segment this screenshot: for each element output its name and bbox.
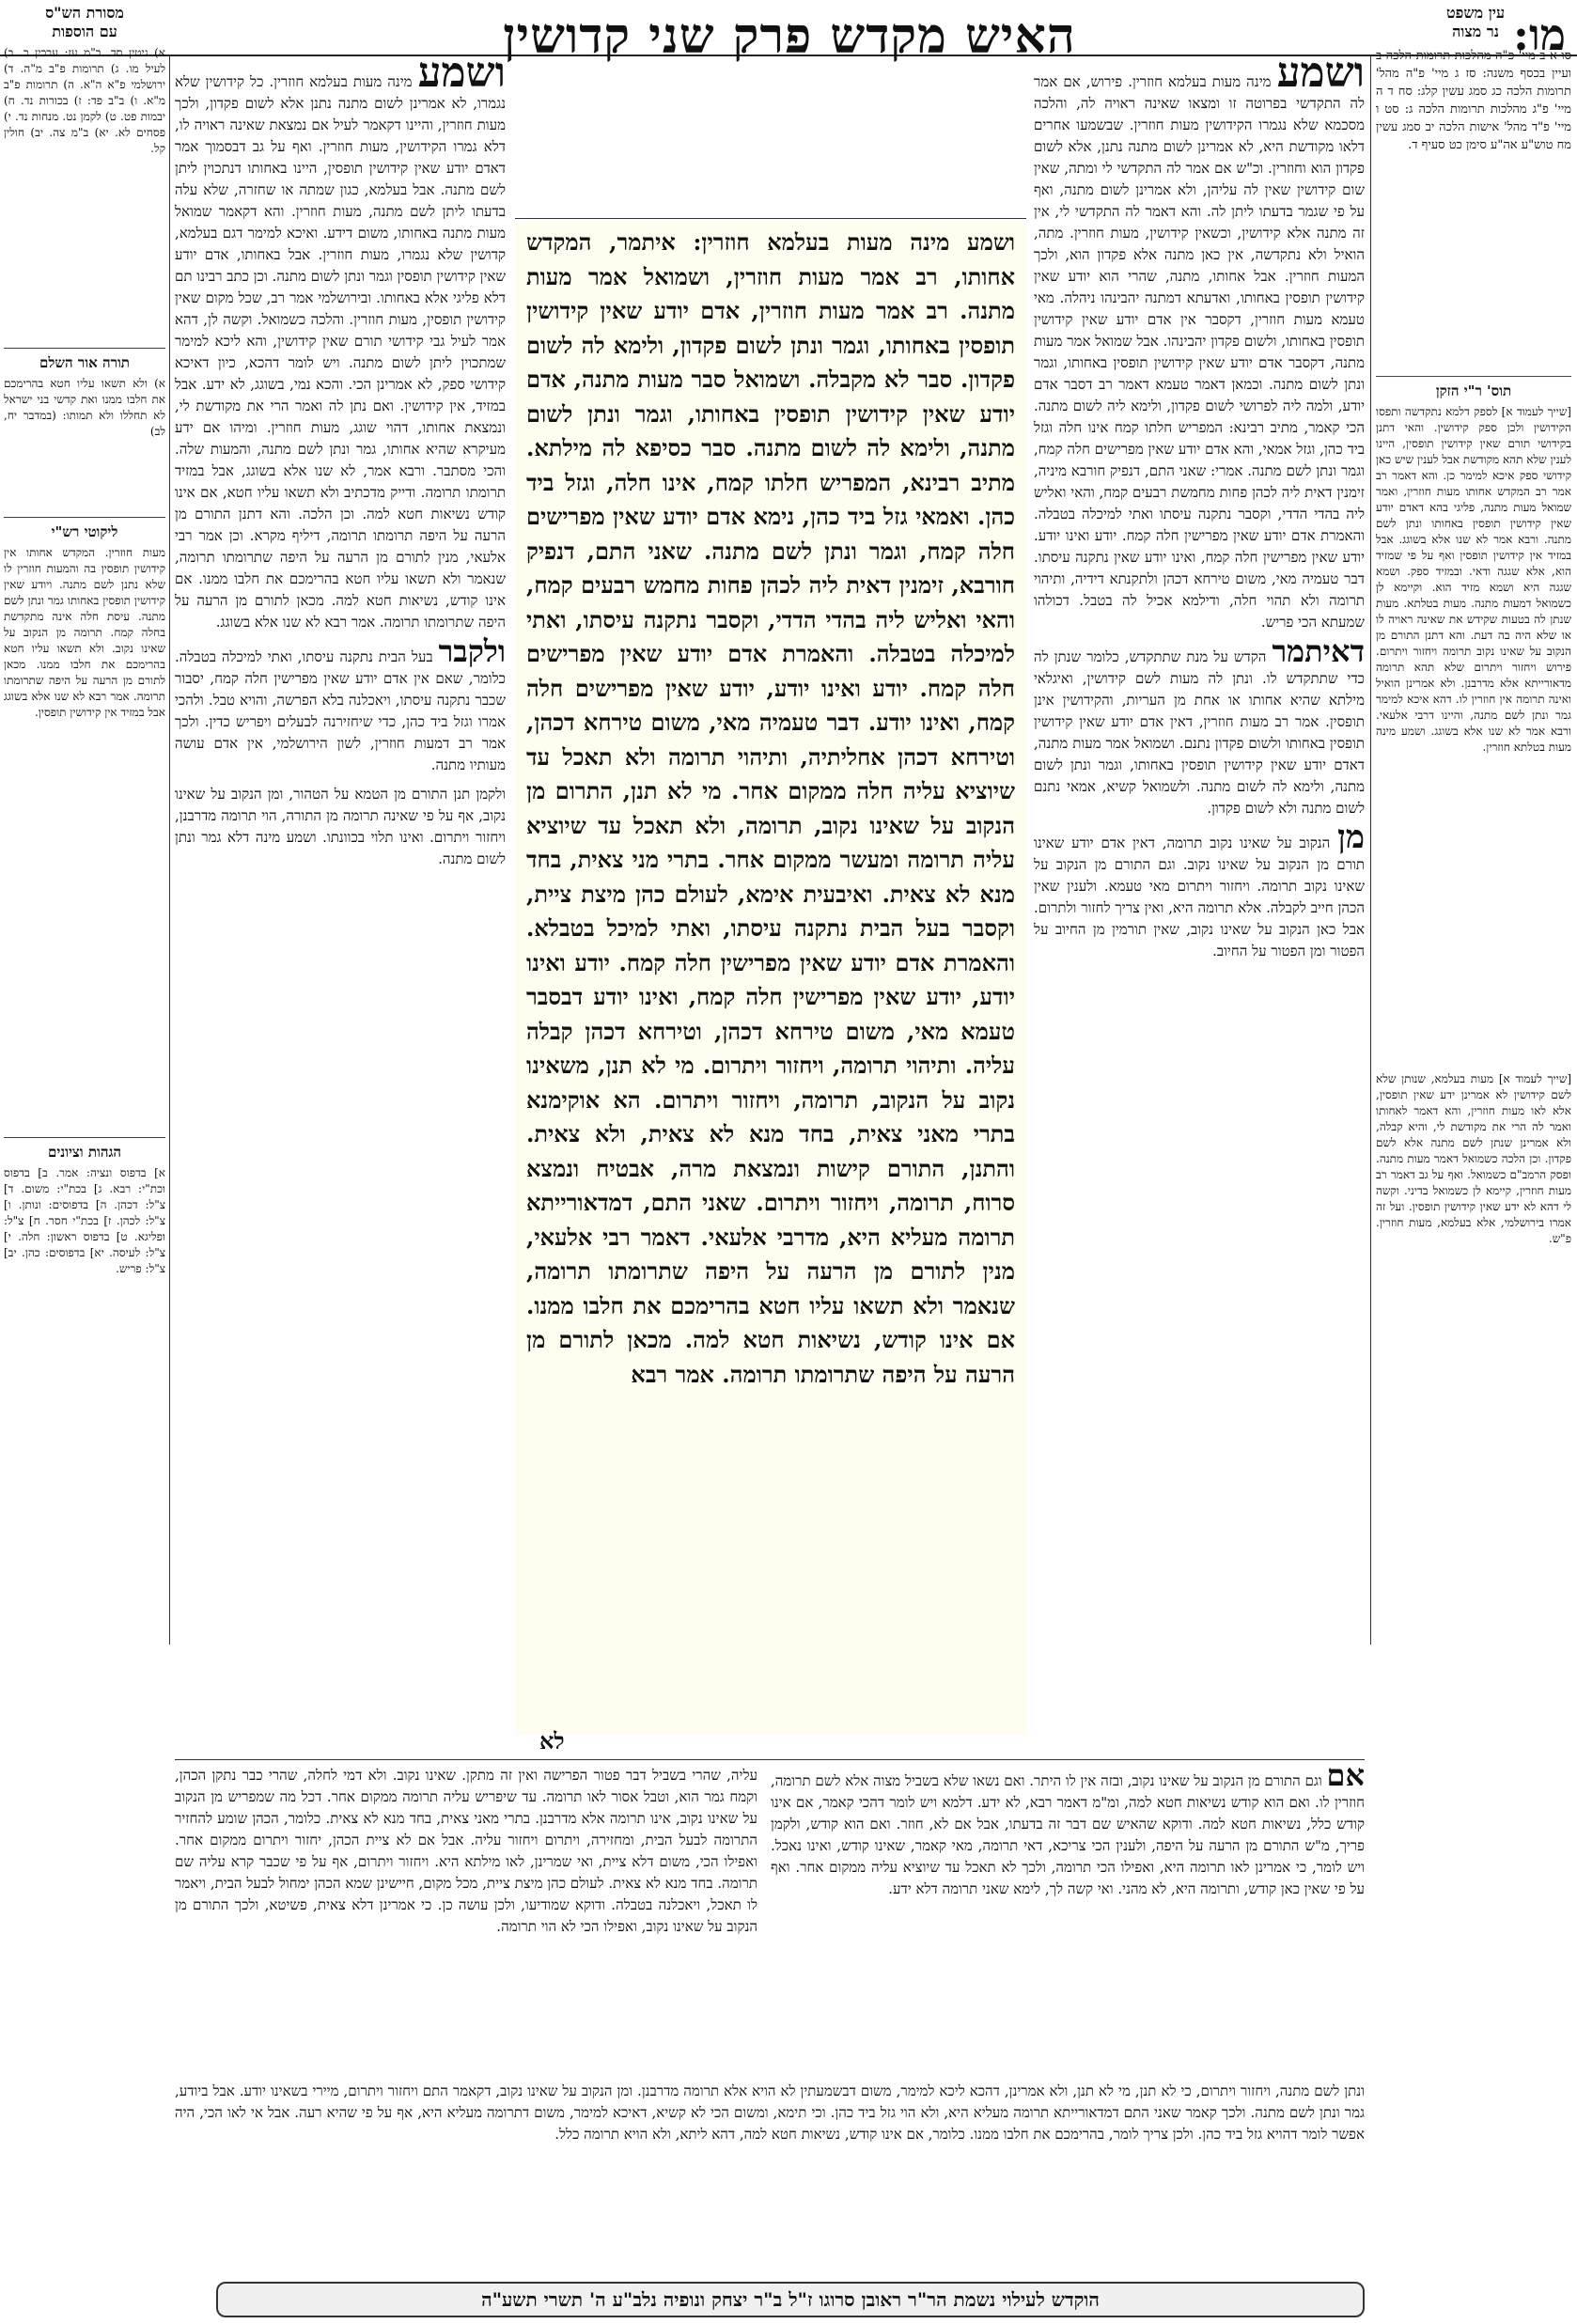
right-margin-divider [1370,56,1371,1645]
tosfot-rid [1376,367,1571,1560]
bottom-right-text: וגם התורם מן הנקוב על שאינו נקוב, ובזה אין לו היתר. ואם נשאו שלא בשביל מצוה אלא לשם תרומה, חוזרין לו. ואם הוא קודש נשיאות חטא למה, ומ"מ דאמר רבא, לא ידע. דלמא ויש לומר דהכי קאמר, אם אינו קודש כלל, נשיאות חטא למה. ודוקא שהאיש שם דבר זה בדעתו, אבל אם לא, חוזר. ואם הוא קודש, ולקמן פריך, מ"ש התורם מן הרעה על היפה, ולענין הכי צריכא, דאי תרומה, מאי קאמר, שאינו קודש, ואינו נאכל. ויש לומר, כי אמרינן לאו תרומה היא, ואפילו הכי תרומה, ולכך לא תאכל עד שיוציא עליה ממקום אחר. ואף על פי שאין כאן קודש, ותרומה היא, לא מהני. ואי קשה לך, לימא שאני תרומה דלא ידע. [771,1772,1365,1897]
dedication-footer: הוקדש לעילוי נשמת הר"ר ראובן סרוגו ז"ל ב"ר יצחק ונופיה נלב"ע ה' תשרי תשע"ה [216,2282,1365,2317]
bottom-full-commentary: ונתן לשם מתנה, ויחזור ויתרום, כי לא תנן, מי לא תנן, ולא אמרינן, דהכא ליכא למימר, משום דבשמעתין לא הויא אלא תרומה מדרבנן. ומן הנקוב על שאינו נקוב, דקאמר התם ויחזור ויתרום, מיירי בשאינו יודע. אבל ביודע, גמר ונתן לשם מתנה. ולכך קאמר שאני התם דמדאורייתא תרומה מעליא היא, ולא הוי גזל ביד כהן. וכי תימא, ומשום הכי לא קשיא, דאיכא למימר, משום דתרומה מעליא היא, אף על פי שהיא רעה. אבל אי לאו הכי, היה אפשר לומר דהויא גזל ביד כהן. ולכן צריך לומר, בהרימכם את חלבו ממנו. כלומר, אם אינו קודש, נשיאות חטא למה, דהא ליתא, ולא הויא תרומה כלל. [175,2082,1365,2143]
tosfot-rid-text-2: [שייך לעמוד א] מעות בעלמא, שנותן שלא לשם קידושין לא אמרינן ידע שאין תופסין, אלא לאו מעות חוזרין, והא דאמר לאחותו ואמר לה הרי את מקודשת לי, והיא קבלה, ולא אמרינן שנתן לשם מתנה אלא לשם פקדון. וכן הלכה כשמואל דאמר מעות מתנה. ופסק הרמב"ם כשמואל. ואף על גב דאמר רב מעות חוזרין, קיימא לן כשמואל בדיני. וקשה לי דהא לא ידע שאין קידושין תופסין. ועל זה אמרו בירושלמי, אלא בעלמא, מעות חוזרין. פ"ש. [1376,1072,1571,1245]
masoret-text: א) גיטין סד. ב"מ עז: ערכין כ. ב) לעיל מו. ג) תרומות פ"ב מ"ה. ד) ירושלמי פ"א ה"א. ה) תרומות פ"ב מ"א. ו) ב"ב פד: ז) בכורות נד. ח) יבמות פט. ט) לקמן נט. מנחות נד. י) פסחים לא. יא) ב"מ צה. יב) חולין קל. [4,46,165,155]
torah-or-title: תורה אור השלם [4,348,165,372]
tosfot-rid-title: תוס' ר"י הזקן [1376,376,1571,400]
rashi-dibbur-hamatchil-2: דאיתמר [1272,633,1365,669]
tosafot-text: מינה מעות בעלמא חוזרין. כל קידושין שלא נגמרו, לא אמרינן לשום מתנה נתנן אלא לשום פקדון, ולכך מעות חוזרין, והיינו דקאמר לעיל אם נמצאת שאינה ראויה לו, דלא גמרו הקידושין, מעות חוזרין. ואף על גב דבסמוך אמר דאדם יודע שאין קידושין תופסין, היינו באחותו דנתכוין ליתן לשם מתנה. אבל בעלמא, כגון שמתה או שחזרה, שלא עלה בדעתו ליתן לשם מתנה, מעות חוזרין. והא דקאמר שמואל מעות מתנה באחותו, משום דידע. ואיכא למימר דגם בעלמא, קדושין שלא נגמרו, מעות חוזרין. אבל באחותו, אדם יודע שאין קידושין תופסין וגמר ונתן לשום מתנה. וכן כתב רבינו תם דלא פליגי אלא באחותו. ובירושלמי אמר רב, שכל מקום שאין קידושין תופסין, מעות חוזרין. והלכה כשמואל. וקשה לן, דהא אמר לעיל גבי קידושי תורם שאין קידושין, והא ליכא למימר שמתכוין ליתן לשום מתנה. ויש לומר דהכא, כיון דאיכא קידושי ספק, לא אמרינן הכי. והכא נמי, בשוגג, לא ידע. אבל במזיד, אין קידושין. ואם נתן לה ואמר הרי את מקודשת לי, ונמצאת אחותו, דהוי שוגג, מעות חוזרין. ומיהו אם ידע מעיקרא שהיא אחותו, גמר ונתן לשם מתנה, והמעות שלה. והכי מסתבר. ורבא אמר, לא שנו אלא בשוגג, אבל במזיד תרומתו תרומה. ודייק מדכתיב ולא תשאו עליו חטא, אם אינו קודש נשיאות חטא למה. וכן הלכה. והא דתנן התורם מן הרעה על היפה תרומתו תרומה, דיליף מקרא. וכן אמר רבי אלעאי, מנין לתורם מן הרעה על היפה שתרומתו תרומה, שנאמר ולא תשאו עליו חטא בהרימכם את חלבו ממנו. אם אינו קודש, נשיאות חטא למה. מכאן לתורם מן הרעה על היפה שתרומתו תרומה. אמר רבא לא שנו אלא בשוגג. [175,73,506,631]
left-margin-divider [169,56,170,1645]
tosafot-column [175,62,506,1660]
page-title: האיש מקדש פרק שני קדושין [503,8,1076,65]
gemara-top-rule [515,218,1026,219]
page-header [0,4,1577,65]
tosafot-text-3: ולקמן תנן התורם מן הטמא על הטהור, ומן הנקוב על שאינו נקוב, אף על פי שאינה תרומה מן התורה, הוי תרומה מדרבנן, ויחזור ויתרום. ואינו תלוי בכוונתו. ושמע מינה דלא גמר ונתן לשום מתנה. [175,786,506,867]
rashi-dibbur-hamatchil-3: מן [1337,819,1365,856]
likutei-rashi [4,507,165,1146]
bottom-right-commentary [771,1765,1365,2075]
rashi-column [1034,62,1365,1660]
torah-or-text: א) ולא תשאו עליו חטא בהרימכם את חלבו ממנו ואת קדשי בני ישראל לא תחללו ולא תמותו: (במדבר יח, לב) [4,377,165,438]
hagahot-text: א] בדפוס ונציה: אמר. ב] בדפוס וכת"י: רבא. ג] בכת"י: משום. ד] צ"ל: דכהן. ה] בדפוסים: ונותן. ו] צ"ל: לכהן. ז] בכת"י חסר. ח] צ"ל: ופליגא. ט] בדפוס ראשון: חלה. י] צ"ל: לעיסה. יא] בדפוסים: כהן. יב] צ"ל: פריש. [4,1166,165,1275]
rashi-text: מינה מעות בעלמא חוזרין. פירוש, אם אמר לה התקדשי בפרוטה זו ומצאו שאינה ראויה לה, והלכה מסכמא שלא נגמרו הקידושין מעות חוזרין. שבשמעו אחרים דלאו מקודשת היא, לא אמרינן לשום מתנה נתנן, אלא לשום פקדון הוא וחוזרין. וכ"ש אם אמר לה התקדשי לי ומתה, שאין שום קידושין שאין לה עליהן, ולא אמרינן לשום מתנה, ואף על פי שגמר בדעתו ליתן לה. והא דאמר לה התקדשי לי, אין זה מתנה אלא קידושין, וכשאין קידושין, מעות חוזרין. מתה, הואיל ולא נתקדשה, אין כאן מתנה אלא פקדון הוא, ולכך המעות חוזרין. אבל אחותו, מתנה, שהרי הוא יודע שאין קידושין תופסין באחותו, ואדעתא דמתנה יהבינהו ניהלה. מאי טעמא מעות חוזרין, דקסבר אין אדם יודע שאין קידושין תופסין באחותו, ולשום פקדון יהבינהו. אבל שמואל אמר מעות מתנה, דקסבר אדם יודע שאין קידושין תופסין באחותו, וגמר ונתן לשום מתנה. וכמאן דאמר טעמא דאמר רב דסבר אדם יודע, ולמה ליה לפרושי לשום פקדון, ולימא ליה לשום מתנה. הכי קאמר, מתיב רבינא: המפריש חלתו קמח אינו חלה וגזל ביד כהן, וגזל אמאי, והא אדם יודע שאין מפרישים חלה קמח, וגמר ונתן לשם מתנה. אמרי: שאני התם, דנפיק חורבא מיניה, זימנין דאית ליה לכהן פחות מחמשת רבעים קמח, והאי ואליש ליה בהדי הדדי, וקסבר נתקנה עיסתו ואתי למיכלה בטבלה. והאמרת אדם יודע שאין מפרישין חלה קמח. יודע ואינו יודע. יודע שאין מפרישין חלה קמח, ואינו יודע שאין נתקנה עיסתו. דבר טעמיה מאי, משום טירחא דכהן ולתקנתא דידיה, ותיהוי תרומה ולא תהוי חלה, ודילמא אכיל לה בטבל. דכולהו שמעתא הכי פריש. [1034,73,1365,631]
daf-number: מו: [1512,9,1566,60]
bottom-left-commentary: עליה, שהרי בשביל דבר פטור הפרישה ואין זה מתקן. שאינו נקוב. ולא דמי לחלה, שהרי כבר נתקן הכהן, וקמח גמר הוא, וטבל אסור לאו תרומה. עד שיפריש עליה תרומה ממקום אחר. דכל מה שמפריש מן הנקוב על שאינו נקוב, אינו תרומה אלא מדרבנן. בתרי מאני צאית, בחד מנא לא צאית. כלומר, הכהן שומע להחזיר התרומה לבעל הבית, ומחזירה, ויתרום ויחזור עליה. אבל אם לא ציית הכהן, יחזור ויתרום ממקום אחר. ואפילו הכי, משום דלא ציית, ואי שמרינן, לאו מילתא היא. ויחזור ויתרום, אף על פי שכבר קרא עליה שם תרומה. בחד מנא לא צאית. לעולם כהן מיצת ציית, מכל מקום, חיישינן שמא הכהן ימחול לבעל הבית, ויאמר לו תאכל, ויאכלנה בטבלה. ודוקא שמודיעו, ולכן עושה כן. כי אמרינן דלא צאית, פשיטא, ולכך התורם מן הנקוב על שאינו נקוב, ואפילו הכי לא הוי תרומה. [175,1767,757,1935]
rashi-text-3: הנקוב על שאינו נקוב תרומה, דאין אדם יודע שאינו תורם מן הנקוב על שאינו נקוב. וגם התורם מן הנקוב על שאינו נקוב תרומה. ויחזור ויתרום מאי טעמא. ולענין שאין הכהן חייב לקבלה. אלא תרומה היא, ואין צריך לחזור ולתרום. אבל כאן הנקוב על שאינו נקוב, שאין תורמין מן החיוב על הפטור ומן הפטור על החיוב. [1034,834,1365,959]
bottom-rule [175,1759,1365,1760]
hagahot [4,1128,165,1410]
ein-mishpat-label: עין משפט נר מצוה [1445,4,1506,40]
tosfot-rid-text: [שייך לעמוד א] לספק דלמא נתקדשה ותפסו הקידושין ולכן ספק קידושין. והאי דתנן בקידושי תורם שאין קידושין תופסין, היינו לענין שלא תהא מקודשת אבל לענין שיש כאן קידושי ספק איכא למימר כן. והא דאמר רב אמר רב המקדש אחותו מעות חוזרין, ואמר שמואל מעות מתנה, פליגי בהא דאדם יודע שאין קידושין תופסין באחותו ונתן לשם מתנה. ורבא אמר לא שנו אלא בשוגג. אבל במזיד אין קידושין תופסין ואף על פי שמזיד הוא, אלא שגגה ודאי. ובמזיד ספק. ושמא שגגה היא ושמא מזיד הוא. וקיימא לן כשמואל דמעות מתנה. מעות בטלתא. מעות שנתן לה בטעות שקידש את שאינה ראויה לו או שלא היה בה דעת. והא דתנן התורם מן הנקוב על שאינו נקוב תרומה ויחזור ויתרום. פירוש ויחזור ויתרום שלא תהא תרומה מדאורייתא אלא מדרבנן. ולא אמרינן הואיל ואינה תרומה אין חוזרין לו. דהא איכא למימר גמר ונתן לשם מתנה, והיינו דרבי אלעאי. ורבא אמר לא שנו אלא בשוגג. ושמע מינה מעות בטלתא חוזרין. [1376,405,1571,754]
gemara-text [526,226,1015,1729]
tosafot-dibbur-hamatchil-2: ולקבר [438,633,506,669]
likutei-title: ליקוטי רש"י [4,517,165,541]
rashi-opening-word: ושמע [1276,62,1365,97]
likutei-text: מעות חוזרין. המקדש אחותו אין קידושין תופסין בה והמעות חוזרין לו שלא נתנן לשם מתנה. ויודע שאין קידושין תופסין באחותו גמר ונתן לשם מתנה. עיסת חלה אינה מתקדשת בחלה קמח. תרומה מן הנקוב על שאינו נקוב. ולא תשאו עליו חטא בהרימכם את חלבו ממנו. מכאן לתורם מן הרעה על היפה שתרומתו תרומה. אמר רבא לא שנו אלא בשוגג אבל במזיד אין קידושין תופסין. [4,546,165,719]
tosafot-opening-word: ושמע [417,62,506,97]
ein-mishpat: סו א ב מיי' פ"ה מהלכות תרומות הלכה ב ועיין בכסף משנה: סז ג מיי' פ"ה מהל' תרומות הלכה כג סמג עשין קלג: סח ד ה מיי' פ"ג מהלכות תרומות הלכה ג: סט ו מיי' פ"ד מהל' אישות הלכה יב סמג עשין מח טוש"ע אה"ע סימן כט סעיף ד. [1376,49,1571,152]
masoret-hashas [4,45,165,327]
tosafot-text-2: בעל הבית נתקנה עיסתו, ואתי למיכלה בטבלה. כלומר, שאם אין אדם יודע שאין מפרישין חלה קמח, יסבור שכבר נתקנה עיסתו, ויאכלנה בלא הפרשה, והויא טבל. ולהכי אמרו וגזל ביד כהן, כדי שיחזירנה לבעלים ויפריש כדין. ולכך אמר רב דמעות חוזרין, לשון הירושלמי, אין אדם עושה מעותיו מתנה. [175,648,506,773]
masoret-label: מסורת הש"ס עם הוספות [45,4,124,40]
gemara-catchword: לא [539,1727,565,1755]
bottom-dibbur-hamatchil: אם [1326,1765,1365,1793]
torah-or [4,338,165,479]
gemara-body: ושמע מינה מעות בעלמא חוזרין: איתמר, המקדש אחותו, רב אמר מעות חוזרין, ושמואל אמר מעות מתנה. רב אמר מעות חוזרין, אדם יודע שאין קידושין תופסין באחותו, וגמר ונתן לשום פקדון, ולימא לה לשום פקדון. סבר לא מקבלה. ושמואל סבר מעות מתנה, אדם יודע שאין קידושין תופסין באחותו, וגמר ונתן לשום מתנה, ולימא לה לשום מתנה. סבר כסיפא לה מילתא. מתיב רבינא, המפריש חלתו קמח, אינו חלה, וגזל ביד כהן. ואמאי גזל ביד כהן, נימא אדם יודע שאין מפרישים חלה קמח, וגמר ונתן לשם מתנה. שאני התם, דנפיק חורבא, זימנין דאית ליה לכהן פחות מחמש רבעים קמח, והאי ואליש ליה בהדי הדדי, וקסבר נתקנה עיסתו, ואתי למיכלה בטבלה. והאמרת אדם יודע שאין מפרישים חלה קמח. יודע ואינו יודע, יודע שאין מפרישים חלה קמח, ואינו יודע. דבר טעמיה מאי, משום טירחא דכהן, וטירחא דכהן אחליתיה, ותיהוי תרומה ולא תאכל עד שיוציא עליה חלה ממקום אחר. מי לא תנן, התרום מן הנקוב על שאינו נקוב, תרומה, ולא תאכל עד שיוציא עליה תרומה ומעשר ממקום אחר. בתרי מני צאית, בחד מנא לא צאית. ואיבעית אימא, לעולם כהן מיצת ציית, וקסבר בעל הבית נתקנה עיסתו, ואתי למיכל בטבלא. והאמרת אדם יודע שאין מפרישין חלה קמח. יודע ואינו יודע, יודע שאין מפרישין חלה קמח, ואינו יודע דבסבר טעמא מאי, משום טירחא דכהן, וטירחא דכהן קבלה עליה. ותיהוי תרומה, ויחזור ויתרום. מי לא תנן, משאינו נקוב על הנקוב, תרומה, ויחזור ויתרום. הא אוקימנא בתרי מאני צאית, בחד מנא לא צאית, ולא צאית. והתנן, התורם קישות ונמצאת מרה, אבטיח ונמצא סרוח, תרומה, ויחזור ויתרום. שאני התם, דמדאורייתא תרומה מעליא היא, מדרבי אלעאי. דאמר רבי אלעאי, מנין לתורם מן הרעה על היפה שתרומתו תרומה, שנאמר ולא תשאו עליו חטא בהרימכם את חלבו ממנו. אם אינו קודש, נשיאות חטא למה. מכאן לתורם מן הרעה על היפה שתרומתו תרומה. אמר רבא [526,228,1015,1388]
hagahot-title: הגהות וציונים [4,1137,165,1162]
rashi-text-2: הקדש על מנת שתתקדש, כלומר שנתן לה כדי שתתקדש לו. ונתן לה מעות לשם קידושין, ואיגלאי מילתא שהיא אחותו או אחת מן העריות, והקידושין אינן תופסין. אמר רב מעות חוזרין, דאין אדם יודע שאין קידושין תופסין באחותו ולשום פקדון נתנם. ושמואל אמר מעות מתנה, דאדם יודע שאין קידושין תופסין באחותו, וגמר ונתן לשום מתנה, ולימא לה לשום מתנה. ולשמואל קשיא, אמאי נתנם לשום מתנה ולא לשום פקדון. [1034,648,1365,817]
